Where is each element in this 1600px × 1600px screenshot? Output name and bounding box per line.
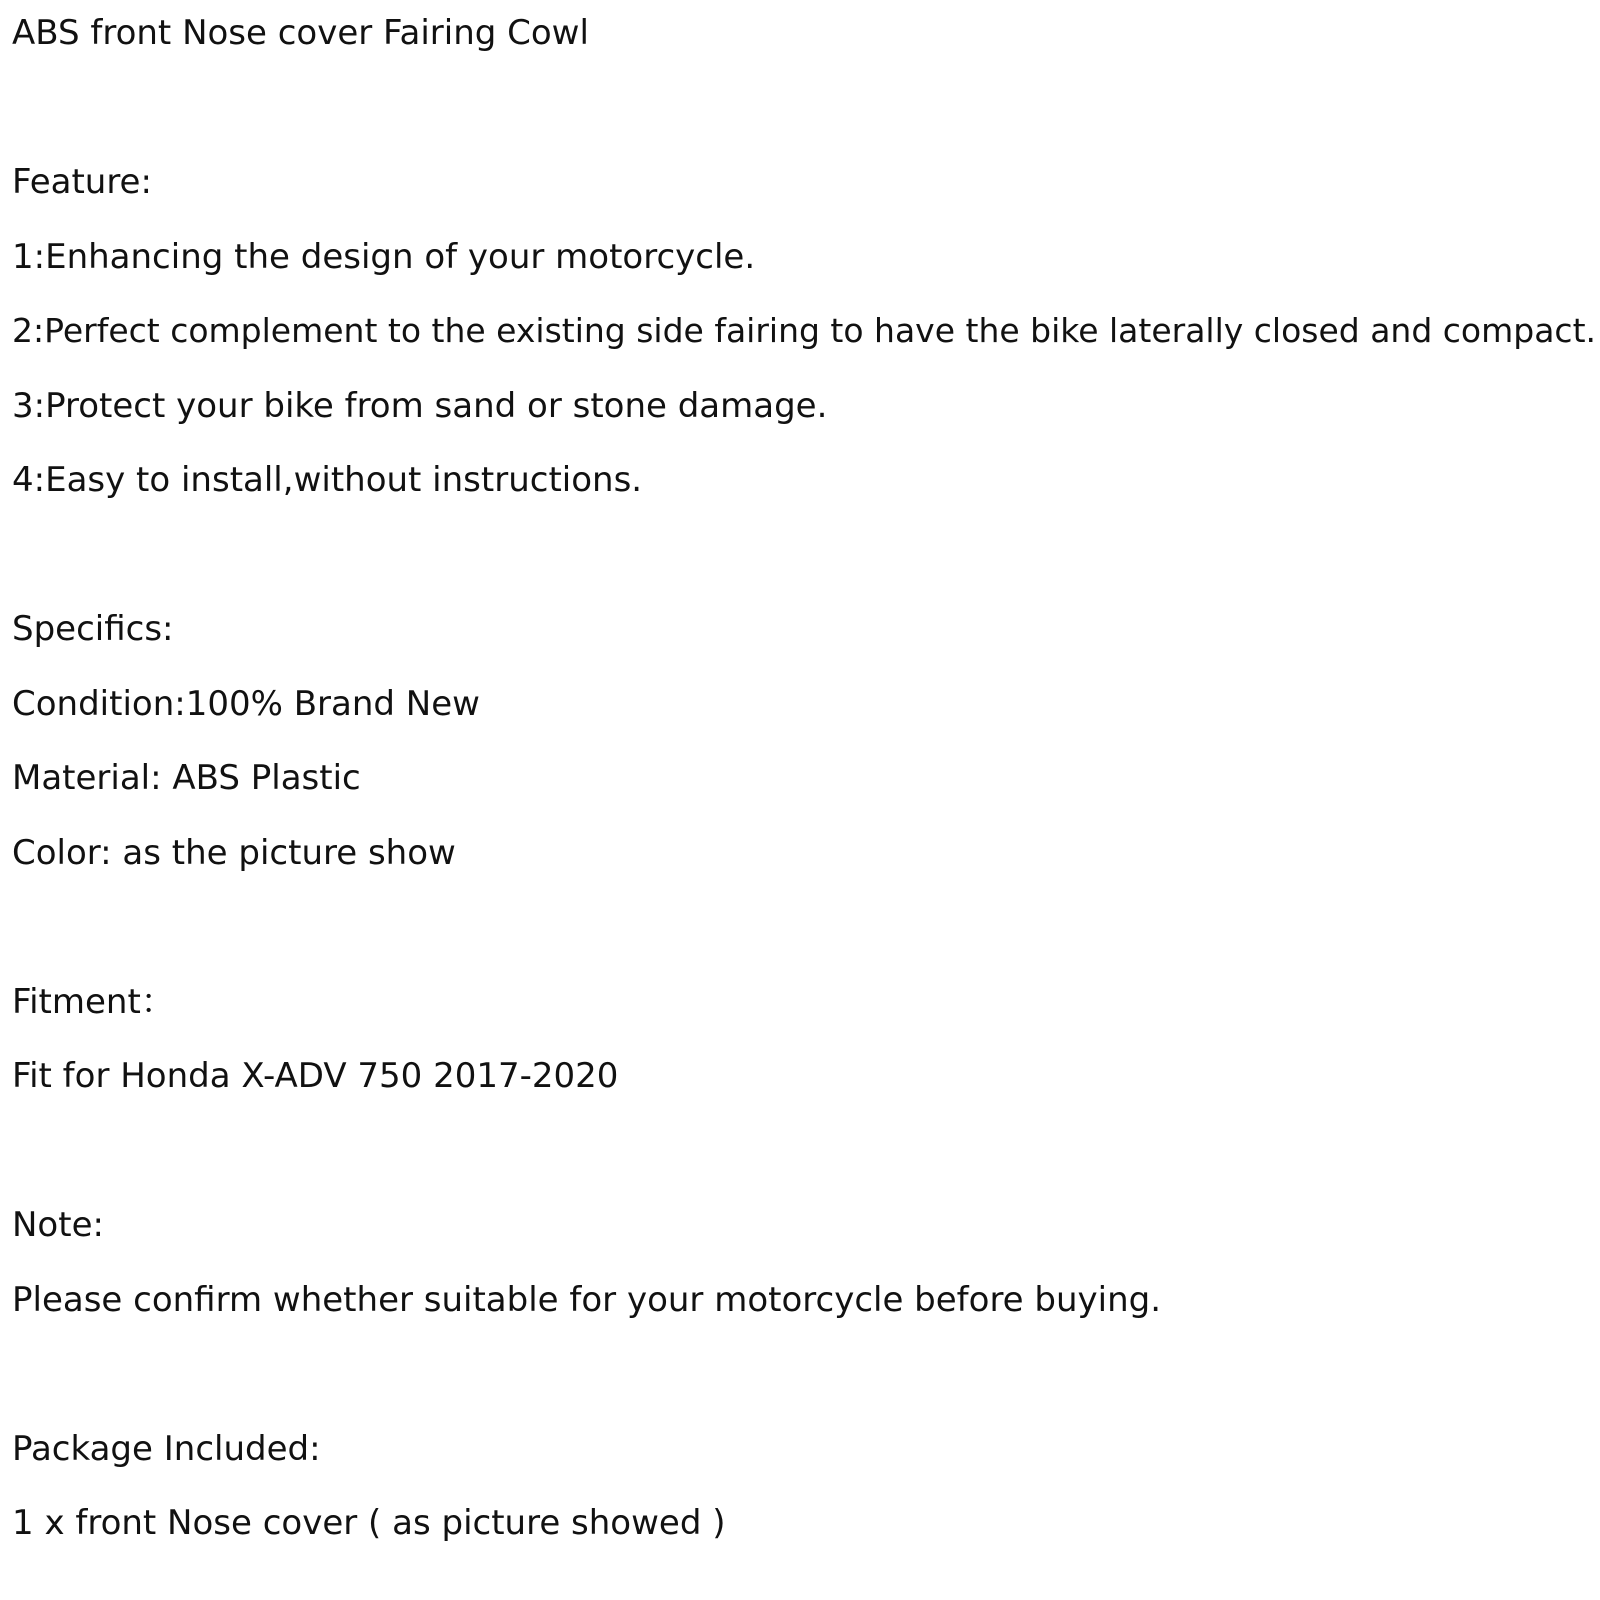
feature-item-2: 2:Perfect complement to the existing side fairing to have the bike laterally closed and compact.: [12, 311, 1596, 350]
condition-text: Condition:100% Brand New: [12, 684, 480, 724]
package-heading: Package Included:: [12, 1429, 321, 1469]
fitment-text: Fit for Honda X-ADV 750 2017-2020: [12, 1056, 619, 1096]
document-title: ABS front Nose cover Fairing Cowl: [12, 13, 589, 53]
feature-item-1: 1:Enhancing the design of your motorcycle.: [12, 237, 756, 277]
package-text: 1 x front Nose cover ( as picture showed ): [12, 1503, 726, 1543]
specifics-heading: Specifics:: [12, 609, 174, 649]
feature-heading: Feature:: [12, 162, 152, 202]
feature-item-4: 4:Easy to install,without instructions.: [12, 460, 643, 500]
note-text: Please confirm whether suitable for your motorcycle before buying.: [12, 1280, 1162, 1320]
feature-item-3: 3:Protect your bike from sand or stone damage.: [12, 386, 828, 426]
note-heading: Note:: [12, 1205, 104, 1245]
color-text: Color: as the picture show: [12, 833, 456, 873]
material-text: Material: ABS Plastic: [12, 758, 361, 798]
fitment-heading: Fitment：: [12, 982, 175, 1022]
